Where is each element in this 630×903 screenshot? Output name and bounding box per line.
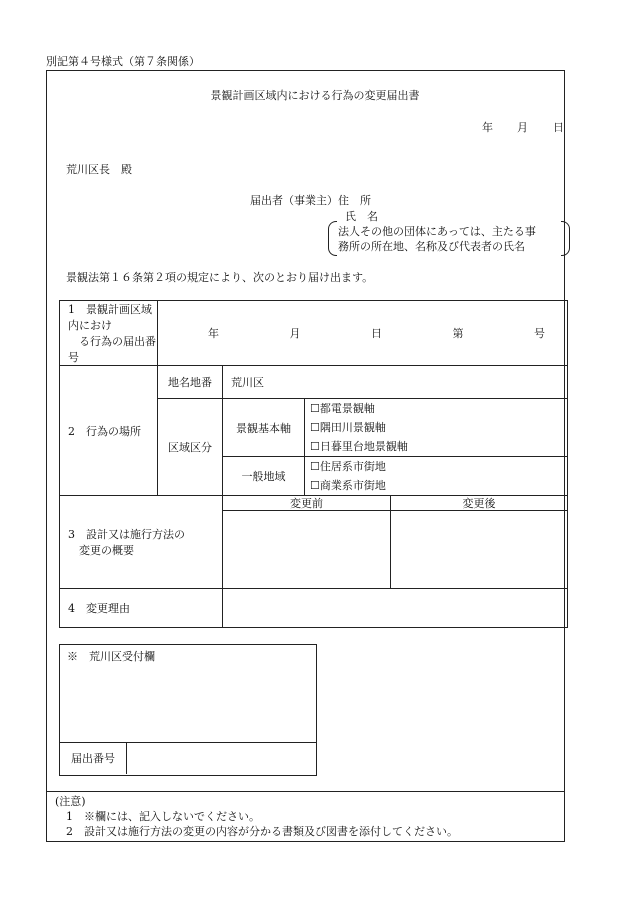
applicant-label: 届出者（事業主）住 所 <box>250 194 371 207</box>
general-area-options <box>305 457 568 496</box>
change-reason-field[interactable] <box>223 589 568 628</box>
after-change-field[interactable] <box>391 511 568 589</box>
main-axis-options <box>305 399 568 457</box>
notes-divider <box>46 791 565 792</box>
notes-header: (注意) <box>55 795 86 808</box>
change-reason-label: 4 変更理由 <box>60 589 223 628</box>
form-number: 別記第４号様式（第７条関係） <box>46 55 200 68</box>
date-month: 月 <box>517 121 528 134</box>
checkbox-toden-axis[interactable]: ☐都電景観軸 <box>310 402 375 415</box>
change-summary-label: 3 設計又は施行方法の 変更の概要 <box>60 496 223 589</box>
reception-number-label: 届出番号 <box>60 743 127 774</box>
before-change-field[interactable] <box>223 511 391 589</box>
note-item-1: 1 ※欄には、記入しないでください。 <box>66 810 260 823</box>
table-row-reason <box>60 589 568 628</box>
statement: 景観法第１６条第２項の規定により、次のとおり届け出ます。 <box>66 271 374 284</box>
address-label: 地名地番 <box>158 366 223 399</box>
location-label: 2 行為の場所 <box>60 366 158 496</box>
note-item-2: 2 設計又は施行方法の変更の内容が分かる書類及び図書を添付してください。 <box>66 825 458 838</box>
addressee: 荒川区長 殿 <box>66 163 132 176</box>
table-row-change-header <box>60 496 568 511</box>
after-change-header: 変更後 <box>391 496 568 511</box>
notification-number-label: 1 景観計画区域内におけ る行為の届出番号 <box>60 301 158 366</box>
corporate-note-line2: 務所の所在地、名称及び代表者の氏名 <box>338 240 525 253</box>
reception-label: ※ 荒川区受付欄 <box>67 650 155 663</box>
checkbox-sumida-axis[interactable]: ☐隅田川景観軸 <box>310 421 386 434</box>
application-table <box>59 300 568 628</box>
checkbox-commercial[interactable]: ☐商業系市街地 <box>310 479 386 492</box>
corporate-note-line1: 法人その他の団体にあっては、主たる事 <box>338 225 536 238</box>
date-day: 日 <box>553 121 564 134</box>
reception-number-field[interactable] <box>127 743 316 774</box>
before-change-header: 変更前 <box>223 496 391 511</box>
reception-number-row <box>60 742 316 775</box>
corporate-note-bracket <box>328 221 570 256</box>
main-axis-label: 景観基本軸 <box>223 399 305 457</box>
table-row-location-address <box>60 366 568 399</box>
notification-number-value[interactable]: 年 月 日 第 号 <box>158 301 568 366</box>
applicant-name-label: 氏 名 <box>345 210 378 223</box>
checkbox-nippori-axis[interactable]: ☐日暮里台地景観軸 <box>310 440 408 453</box>
date-year: 年 <box>482 121 493 134</box>
checkbox-residential[interactable]: ☐住居系市街地 <box>310 460 386 473</box>
address-value[interactable]: 荒川区 <box>223 366 568 399</box>
form-title: 景観計画区域内における行為の変更届出書 <box>210 89 420 102</box>
reception-box <box>59 644 317 776</box>
zone-label: 区域区分 <box>158 399 223 496</box>
table-row-notification-number <box>60 301 568 366</box>
general-area-label: 一般地域 <box>223 457 305 496</box>
